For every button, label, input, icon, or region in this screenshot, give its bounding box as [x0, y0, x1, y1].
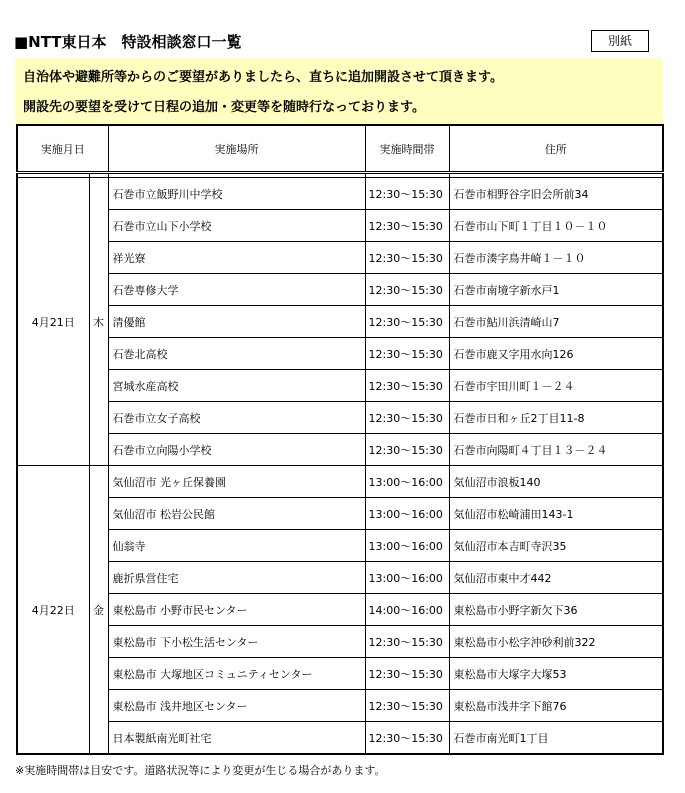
table-header-row [17, 125, 663, 173]
place-cell: 清優館 [108, 306, 365, 338]
time-cell: 12:30～15:30 [365, 242, 449, 274]
table-row [17, 178, 663, 210]
place-cell: 石巻市立女子高校 [108, 402, 365, 434]
place-cell: 仙翁寺 [108, 530, 365, 562]
attachment-badge: 別紙 [591, 30, 649, 52]
address-cell: 東松島市小松字沖砂利前322 [449, 626, 663, 658]
address-cell: 石巻市日和ヶ丘2丁目11-8 [449, 402, 663, 434]
notice-line-1: 自治体や避難所等からのご要望がありましたら、直ちに追加開設させて頂きます。 [23, 70, 503, 85]
table-row [17, 434, 663, 466]
place-cell: 東松島市 小野市民センター [108, 594, 365, 626]
time-cell: 12:30～15:30 [365, 178, 449, 210]
time-cell: 12:30～15:30 [365, 306, 449, 338]
column-header-time: 実施時間帯 [365, 125, 449, 173]
time-cell: 12:30～15:30 [365, 338, 449, 370]
address-cell: 石巻市湊字鳥井崎１－１０ [449, 242, 663, 274]
address-cell: 石巻市宇田川町１－２４ [449, 370, 663, 402]
table-row [17, 370, 663, 402]
column-header-date: 実施月日 [17, 125, 108, 173]
time-cell: 13:00～16:00 [365, 498, 449, 530]
table-row [17, 690, 663, 722]
place-cell: 日本製紙南光町社宅 [108, 722, 365, 755]
place-cell: 気仙沼市 光ヶ丘保養園 [108, 466, 365, 498]
place-cell: 東松島市 下小松生活センター [108, 626, 365, 658]
address-cell: 石巻市鮎川浜清崎山7 [449, 306, 663, 338]
table-row [17, 498, 663, 530]
time-cell: 13:00～16:00 [365, 562, 449, 594]
address-cell: 気仙沼市東中才442 [449, 562, 663, 594]
table-row [17, 306, 663, 338]
address-cell: 石巻市鹿又字用水向126 [449, 338, 663, 370]
place-cell: 石巻北高校 [108, 338, 365, 370]
address-cell: 石巻市向陽町４丁目１３－２４ [449, 434, 663, 466]
table-row [17, 562, 663, 594]
place-cell: 気仙沼市 松岩公民館 [108, 498, 365, 530]
table-row [17, 722, 663, 755]
notice-box [15, 58, 663, 124]
table-row [17, 658, 663, 690]
address-cell: 石巻市山下町１丁目１０－１０ [449, 210, 663, 242]
table-row [17, 626, 663, 658]
place-cell: 石巻専修大学 [108, 274, 365, 306]
date-cell: 4月21日 [17, 178, 89, 466]
address-cell: 東松島市小野字新欠下36 [449, 594, 663, 626]
weekday-cell: 木 [89, 178, 108, 466]
address-cell: 気仙沼市松崎浦田143-1 [449, 498, 663, 530]
address-cell: 気仙沼市浪板140 [449, 466, 663, 498]
time-cell: 12:30～15:30 [365, 690, 449, 722]
place-cell: 石巻市立向陽小学校 [108, 434, 365, 466]
address-cell: 気仙沼市本吉町寺沢35 [449, 530, 663, 562]
column-header-address: 住所 [449, 125, 663, 173]
time-cell: 12:30～15:30 [365, 402, 449, 434]
time-cell: 12:30～15:30 [365, 274, 449, 306]
footnote: ※実施時間帯は目安です。道路状況等により変更が生じる場合があります。 [15, 764, 386, 777]
time-cell: 14:00～16:00 [365, 594, 449, 626]
time-cell: 13:00～16:00 [365, 530, 449, 562]
address-cell: 東松島市大塚字大塚53 [449, 658, 663, 690]
address-cell: 石巻市南光町1丁目 [449, 722, 663, 755]
place-cell: 東松島市 大塚地区コミュニティセンター [108, 658, 365, 690]
table-row [17, 242, 663, 274]
column-header-place: 実施場所 [108, 125, 365, 173]
table-row [17, 594, 663, 626]
table-body [17, 173, 663, 755]
place-cell: 祥光寮 [108, 242, 365, 274]
date-cell: 4月22日 [17, 466, 89, 755]
document-title: ■NTT東日本 特設相談窓口一覧 [14, 33, 242, 51]
consultation-table [16, 124, 664, 755]
place-cell: 東松島市 浅井地区センター [108, 690, 365, 722]
time-cell: 12:30～15:30 [365, 370, 449, 402]
table-row [17, 402, 663, 434]
table-row [17, 274, 663, 306]
table-row [17, 338, 663, 370]
address-cell: 東松島市浅井字下館76 [449, 690, 663, 722]
place-cell: 鹿折県営住宅 [108, 562, 365, 594]
table-row [17, 210, 663, 242]
place-cell: 石巻市立飯野川中学校 [108, 178, 365, 210]
table-row [17, 466, 663, 498]
time-cell: 12:30～15:30 [365, 722, 449, 755]
time-cell: 12:30～15:30 [365, 434, 449, 466]
place-cell: 宮城水産高校 [108, 370, 365, 402]
weekday-cell: 金 [89, 466, 108, 755]
address-cell: 石巻市南境字新水戸1 [449, 274, 663, 306]
address-cell: 石巻市相野谷字旧会所前34 [449, 178, 663, 210]
time-cell: 12:30～15:30 [365, 210, 449, 242]
time-cell: 12:30～15:30 [365, 658, 449, 690]
notice-line-2: 開設先の要望を受けて日程の追加・変更等を随時行なっております。 [23, 100, 425, 115]
time-cell: 13:00～16:00 [365, 466, 449, 498]
place-cell: 石巻市立山下小学校 [108, 210, 365, 242]
table-row [17, 530, 663, 562]
time-cell: 12:30～15:30 [365, 626, 449, 658]
